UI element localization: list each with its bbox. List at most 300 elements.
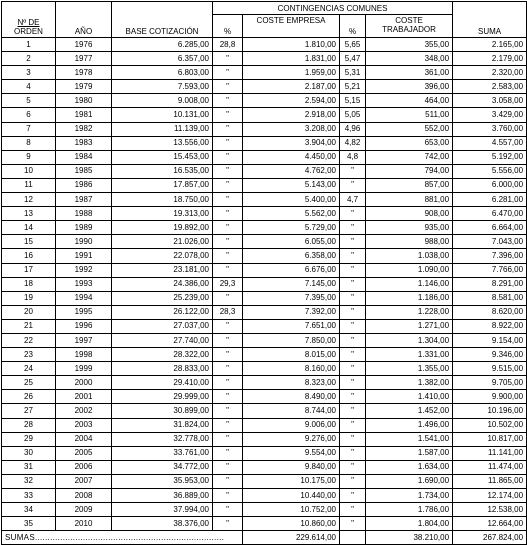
cell-anio: 1981 [56, 108, 112, 122]
cell-pct-empresa: " [213, 66, 243, 80]
cell-pct-trabajador: 4,8 [340, 150, 366, 164]
cell-coste-empresa: 8.015,00 [243, 348, 340, 362]
cell-orden: 25 [2, 376, 56, 390]
cell-coste-empresa: 4.450,00 [243, 150, 340, 164]
cell-coste-empresa: 1.959,00 [243, 66, 340, 80]
cell-pct-trabajador: " [340, 249, 366, 263]
cell-coste-empresa: 7.395,00 [243, 291, 340, 305]
totals-coste-empresa: 229.614,00 [243, 531, 340, 545]
cell-suma: 2.320,00 [453, 66, 527, 80]
cell-orden: 21 [2, 319, 56, 333]
cell-suma: 11.865,00 [453, 474, 527, 488]
cell-pct-empresa: " [213, 432, 243, 446]
header-pct-empresa: % [213, 15, 243, 38]
cell-orden: 5 [2, 94, 56, 108]
cell-orden: 12 [2, 193, 56, 207]
cell-pct-empresa: " [213, 474, 243, 488]
cell-pct-trabajador: " [340, 376, 366, 390]
cell-coste-trabajador: 1.228,00 [366, 305, 453, 319]
cell-orden: 10 [2, 164, 56, 178]
cell-coste-trabajador: 1.146,00 [366, 277, 453, 291]
header-coste-empresa: COSTE EMPRESA [243, 15, 340, 38]
table-row [2, 193, 527, 207]
cell-orden: 22 [2, 333, 56, 347]
cell-orden: 29 [2, 432, 56, 446]
cell-coste-empresa: 2.918,00 [243, 108, 340, 122]
cell-anio: 1990 [56, 235, 112, 249]
cell-anio: 2009 [56, 503, 112, 517]
cell-anio: 1986 [56, 178, 112, 192]
cell-anio: 1996 [56, 319, 112, 333]
cell-base-cotizacion: 23.181,00 [112, 263, 213, 277]
cell-suma: 6.000,00 [453, 178, 527, 192]
totals-suma: 267.824,00 [453, 531, 527, 545]
cell-pct-trabajador: 5,05 [340, 108, 366, 122]
cell-coste-trabajador: 1.734,00 [366, 489, 453, 503]
table-row [2, 333, 527, 347]
cell-pct-empresa: 28,3 [213, 305, 243, 319]
cell-suma: 9.900,00 [453, 390, 527, 404]
cell-anio: 1984 [56, 150, 112, 164]
cell-base-cotizacion: 29.410,00 [112, 376, 213, 390]
cell-pct-empresa: " [213, 221, 243, 235]
cell-base-cotizacion: 33.761,00 [112, 446, 213, 460]
cell-base-cotizacion: 38.376,00 [112, 517, 213, 531]
cell-pct-trabajador: 5,31 [340, 66, 366, 80]
cell-base-cotizacion: 15.453,00 [112, 150, 213, 164]
cell-orden: 24 [2, 362, 56, 376]
cell-base-cotizacion: 22.078,00 [112, 249, 213, 263]
cell-anio: 2000 [56, 376, 112, 390]
header-coste-trab-line2: TRABAJADOR [382, 25, 436, 34]
cell-coste-trabajador: 511,00 [366, 108, 453, 122]
cell-coste-empresa: 2.187,00 [243, 80, 340, 94]
cell-coste-trabajador: 881,00 [366, 193, 453, 207]
cell-base-cotizacion: 27.037,00 [112, 319, 213, 333]
header-coste-trab-line1: COSTE [395, 16, 423, 25]
cell-coste-empresa: 6.676,00 [243, 263, 340, 277]
cell-anio: 1992 [56, 263, 112, 277]
cell-pct-trabajador: " [340, 362, 366, 376]
cell-pct-empresa: " [213, 376, 243, 390]
cell-pct-trabajador: " [340, 333, 366, 347]
table-row [2, 277, 527, 291]
cell-coste-trabajador: 935,00 [366, 221, 453, 235]
cell-coste-empresa: 8.490,00 [243, 390, 340, 404]
header-suma: SUMA [453, 2, 527, 38]
cell-base-cotizacion: 6.803,00 [112, 66, 213, 80]
cell-anio: 2006 [56, 460, 112, 474]
cell-suma: 8.581,00 [453, 291, 527, 305]
cell-orden: 35 [2, 517, 56, 531]
cell-base-cotizacion: 7.593,00 [112, 80, 213, 94]
cell-pct-empresa: " [213, 460, 243, 474]
cell-orden: 17 [2, 263, 56, 277]
cell-anio: 1987 [56, 193, 112, 207]
cell-base-cotizacion: 29.999,00 [112, 390, 213, 404]
table-row [2, 503, 527, 517]
cell-coste-trabajador: 1.541,00 [366, 432, 453, 446]
cell-coste-trabajador: 1.804,00 [366, 517, 453, 531]
cell-anio: 1998 [56, 348, 112, 362]
contributions-table [1, 1, 527, 545]
cell-anio: 1985 [56, 164, 112, 178]
table-row [2, 517, 527, 531]
cell-anio: 2001 [56, 390, 112, 404]
cell-suma: 12.538,00 [453, 503, 527, 517]
header-orden [2, 2, 56, 38]
cell-base-cotizacion: 11.139,00 [112, 122, 213, 136]
table-row [2, 362, 527, 376]
cell-suma: 2.583,00 [453, 80, 527, 94]
cell-anio: 1980 [56, 94, 112, 108]
table-row [2, 249, 527, 263]
table-row [2, 178, 527, 192]
table-row [2, 108, 527, 122]
table-row [2, 221, 527, 235]
cell-anio: 2010 [56, 517, 112, 531]
cell-coste-empresa: 5.729,00 [243, 221, 340, 235]
cell-orden: 6 [2, 108, 56, 122]
cell-base-cotizacion: 27.740,00 [112, 333, 213, 347]
cell-coste-trabajador: 348,00 [366, 52, 453, 66]
cell-coste-trabajador: 794,00 [366, 164, 453, 178]
cell-orden: 33 [2, 489, 56, 503]
cell-orden: 28 [2, 418, 56, 432]
cell-base-cotizacion: 13.556,00 [112, 136, 213, 150]
cell-pct-empresa: " [213, 291, 243, 305]
cell-suma: 10.817,00 [453, 432, 527, 446]
table-row [2, 474, 527, 488]
cell-anio: 2008 [56, 489, 112, 503]
cell-anio: 2007 [56, 474, 112, 488]
cell-coste-empresa: 9.276,00 [243, 432, 340, 446]
cell-anio: 1989 [56, 221, 112, 235]
cell-base-cotizacion: 16.535,00 [112, 164, 213, 178]
cell-base-cotizacion: 24.386,00 [112, 277, 213, 291]
header-base: BASE COTIZACIÓN [112, 2, 213, 38]
cell-pct-trabajador: " [340, 503, 366, 517]
cell-anio: 1997 [56, 333, 112, 347]
cell-anio: 1993 [56, 277, 112, 291]
cell-coste-empresa: 10.752,00 [243, 503, 340, 517]
cell-pct-empresa: " [213, 52, 243, 66]
cell-coste-empresa: 3.208,00 [243, 122, 340, 136]
cell-suma: 5.556,00 [453, 164, 527, 178]
cell-anio: 2004 [56, 432, 112, 446]
cell-pct-trabajador: 4,82 [340, 136, 366, 150]
cell-orden: 19 [2, 291, 56, 305]
cell-coste-trabajador: 988,00 [366, 235, 453, 249]
cell-pct-trabajador: " [340, 460, 366, 474]
cell-anio: 1982 [56, 122, 112, 136]
cell-pct-empresa: " [213, 164, 243, 178]
cell-suma: 11.474,00 [453, 460, 527, 474]
cell-coste-empresa: 3.904,00 [243, 136, 340, 150]
cell-coste-empresa: 7.850,00 [243, 333, 340, 347]
cell-pct-trabajador: " [340, 404, 366, 418]
cell-suma: 3.058,00 [453, 94, 527, 108]
table-row [2, 418, 527, 432]
cell-orden: 15 [2, 235, 56, 249]
table-row [2, 460, 527, 474]
cell-pct-empresa: " [213, 193, 243, 207]
cell-coste-trabajador: 552,00 [366, 122, 453, 136]
cell-pct-trabajador: " [340, 164, 366, 178]
cell-anio: 1983 [56, 136, 112, 150]
cell-pct-empresa: " [213, 235, 243, 249]
cell-base-cotizacion: 30.899,00 [112, 404, 213, 418]
cell-base-cotizacion: 6.357,00 [112, 52, 213, 66]
cell-coste-empresa: 1.831,00 [243, 52, 340, 66]
cell-base-cotizacion: 6.285,00 [112, 38, 213, 52]
table-row [2, 489, 527, 503]
cell-pct-empresa: " [213, 503, 243, 517]
cell-base-cotizacion: 21.026,00 [112, 235, 213, 249]
cell-anio: 1999 [56, 362, 112, 376]
cell-pct-trabajador: " [340, 517, 366, 531]
cell-pct-trabajador: 5,15 [340, 94, 366, 108]
cell-coste-empresa: 5.562,00 [243, 207, 340, 221]
cell-orden: 7 [2, 122, 56, 136]
table-row [2, 94, 527, 108]
table-row [2, 404, 527, 418]
cell-coste-trabajador: 742,00 [366, 150, 453, 164]
table-row [2, 136, 527, 150]
cell-orden: 16 [2, 249, 56, 263]
cell-coste-trabajador: 1.331,00 [366, 348, 453, 362]
cell-pct-trabajador: " [340, 235, 366, 249]
cell-anio: 1976 [56, 38, 112, 52]
cell-suma: 9.705,00 [453, 376, 527, 390]
cell-orden: 31 [2, 460, 56, 474]
cell-suma: 5.192,00 [453, 150, 527, 164]
cell-coste-trabajador: 1.382,00 [366, 376, 453, 390]
cell-pct-empresa: " [213, 362, 243, 376]
table-row [2, 80, 527, 94]
cell-coste-trabajador: 1.452,00 [366, 404, 453, 418]
cell-coste-trabajador: 857,00 [366, 178, 453, 192]
table-row [2, 319, 527, 333]
cell-orden: 30 [2, 446, 56, 460]
cell-pct-trabajador: " [340, 489, 366, 503]
cell-pct-trabajador: " [340, 221, 366, 235]
cell-anio: 1977 [56, 52, 112, 66]
cell-suma: 9.154,00 [453, 333, 527, 347]
cell-orden: 13 [2, 207, 56, 221]
cell-anio: 1979 [56, 80, 112, 94]
table-row [2, 207, 527, 221]
cell-orden: 3 [2, 66, 56, 80]
cell-base-cotizacion: 32.778,00 [112, 432, 213, 446]
cell-pct-trabajador: 5,21 [340, 80, 366, 94]
cell-anio: 1995 [56, 305, 112, 319]
cell-suma: 12.174,00 [453, 489, 527, 503]
cell-pct-empresa: " [213, 150, 243, 164]
cell-coste-empresa: 7.392,00 [243, 305, 340, 319]
cell-anio: 1991 [56, 249, 112, 263]
cell-suma: 7.766,00 [453, 263, 527, 277]
cell-pct-empresa: " [213, 418, 243, 432]
cell-base-cotizacion: 9.008,00 [112, 94, 213, 108]
cell-suma: 7.396,00 [453, 249, 527, 263]
cell-suma: 8.620,00 [453, 305, 527, 319]
cell-orden: 34 [2, 503, 56, 517]
table-row [2, 66, 527, 80]
cell-suma: 4.557,00 [453, 136, 527, 150]
cell-coste-empresa: 6.358,00 [243, 249, 340, 263]
cell-anio: 2005 [56, 446, 112, 460]
cell-suma: 9.346,00 [453, 348, 527, 362]
cell-orden: 27 [2, 404, 56, 418]
cell-pct-empresa: " [213, 263, 243, 277]
cell-suma: 8.922,00 [453, 319, 527, 333]
cell-orden: 4 [2, 80, 56, 94]
cell-orden: 18 [2, 277, 56, 291]
table-row [2, 235, 527, 249]
cell-base-cotizacion: 28.833,00 [112, 362, 213, 376]
cell-orden: 9 [2, 150, 56, 164]
cell-pct-trabajador: " [340, 263, 366, 277]
table-row [2, 348, 527, 362]
table-row [2, 305, 527, 319]
cell-base-cotizacion: 31.824,00 [112, 418, 213, 432]
cell-coste-empresa: 8.323,00 [243, 376, 340, 390]
cell-suma: 10.502,00 [453, 418, 527, 432]
totals-coste-trabajador: 38.210,00 [366, 531, 453, 545]
cell-coste-trabajador: 1.090,00 [366, 263, 453, 277]
header-row-top [2, 2, 527, 15]
cell-suma: 12.664,00 [453, 517, 527, 531]
cell-orden: 20 [2, 305, 56, 319]
cell-pct-trabajador: " [340, 305, 366, 319]
cell-pct-empresa: " [213, 207, 243, 221]
cell-orden: 14 [2, 221, 56, 235]
cell-pct-empresa: " [213, 178, 243, 192]
header-coste-trabajador [366, 15, 453, 38]
cell-coste-trabajador: 1.186,00 [366, 291, 453, 305]
cell-coste-trabajador: 464,00 [366, 94, 453, 108]
cell-suma: 6.664,00 [453, 221, 527, 235]
cell-pct-trabajador: " [340, 277, 366, 291]
cell-pct-trabajador: 4,96 [340, 122, 366, 136]
header-anio: AÑO [56, 2, 112, 38]
cell-coste-trabajador: 1.038,00 [366, 249, 453, 263]
cell-coste-empresa: 8.160,00 [243, 362, 340, 376]
cell-orden: 11 [2, 178, 56, 192]
cell-coste-trabajador: 361,00 [366, 66, 453, 80]
totals-label: SUMAS........................................................................... [2, 531, 243, 545]
cell-pct-empresa: " [213, 333, 243, 347]
cell-coste-empresa: 10.860,00 [243, 517, 340, 531]
cell-base-cotizacion: 19.313,00 [112, 207, 213, 221]
cell-coste-empresa: 8.744,00 [243, 404, 340, 418]
cell-base-cotizacion: 10.131,00 [112, 108, 213, 122]
cell-pct-trabajador: " [340, 207, 366, 221]
cell-anio: 1978 [56, 66, 112, 80]
cell-suma: 2.179,00 [453, 52, 527, 66]
cell-pct-trabajador: " [340, 446, 366, 460]
cell-suma: 6.281,00 [453, 193, 527, 207]
cell-coste-empresa: 5.143,00 [243, 178, 340, 192]
cell-pct-empresa: " [213, 404, 243, 418]
cell-orden: 32 [2, 474, 56, 488]
cell-coste-empresa: 7.145,00 [243, 277, 340, 291]
cell-suma: 9.515,00 [453, 362, 527, 376]
cell-pct-empresa: " [213, 249, 243, 263]
cell-coste-trabajador: 355,00 [366, 38, 453, 52]
cell-coste-empresa: 9.840,00 [243, 460, 340, 474]
cell-pct-empresa: " [213, 446, 243, 460]
cell-pct-empresa: 29,3 [213, 277, 243, 291]
header-pct-trabajador: % [340, 15, 366, 38]
cell-base-cotizacion: 35.953,00 [112, 474, 213, 488]
cell-suma: 11.141,00 [453, 446, 527, 460]
cell-anio: 2002 [56, 404, 112, 418]
cell-coste-empresa: 6.055,00 [243, 235, 340, 249]
table-row [2, 150, 527, 164]
cell-pct-trabajador: " [340, 178, 366, 192]
table-row [2, 390, 527, 404]
cell-pct-empresa: " [213, 136, 243, 150]
cell-coste-empresa: 2.594,00 [243, 94, 340, 108]
cell-orden: 1 [2, 38, 56, 52]
cell-pct-empresa: " [213, 390, 243, 404]
cell-base-cotizacion: 26.122,00 [112, 305, 213, 319]
cell-pct-empresa: " [213, 348, 243, 362]
cell-coste-empresa: 1.810,00 [243, 38, 340, 52]
cell-pct-trabajador: " [340, 474, 366, 488]
cell-pct-trabajador: " [340, 348, 366, 362]
cell-base-cotizacion: 34.772,00 [112, 460, 213, 474]
cell-coste-empresa: 9.554,00 [243, 446, 340, 460]
cell-anio: 2003 [56, 418, 112, 432]
cell-pct-trabajador: " [340, 418, 366, 432]
table-body [2, 38, 527, 531]
cell-coste-empresa: 9.006,00 [243, 418, 340, 432]
cell-orden: 2 [2, 52, 56, 66]
cell-base-cotizacion: 28.322,00 [112, 348, 213, 362]
cell-pct-trabajador: " [340, 319, 366, 333]
cell-pct-empresa: " [213, 517, 243, 531]
cell-pct-empresa: " [213, 122, 243, 136]
cell-pct-trabajador: 4,7 [340, 193, 366, 207]
cell-pct-trabajador: " [340, 390, 366, 404]
cell-coste-trabajador: 1.355,00 [366, 362, 453, 376]
cell-base-cotizacion: 18.750,00 [112, 193, 213, 207]
table-row [2, 38, 527, 52]
cell-base-cotizacion: 19.892,00 [112, 221, 213, 235]
cell-pct-empresa: " [213, 80, 243, 94]
cell-coste-trabajador: 1.786,00 [366, 503, 453, 517]
cell-anio: 1994 [56, 291, 112, 305]
cell-suma: 7.043,00 [453, 235, 527, 249]
cell-suma: 10.196,00 [453, 404, 527, 418]
cell-coste-trabajador: 1.410,00 [366, 390, 453, 404]
cell-coste-trabajador: 1.634,00 [366, 460, 453, 474]
cell-suma: 2.165,00 [453, 38, 527, 52]
cell-coste-trabajador: 908,00 [366, 207, 453, 221]
cell-pct-trabajador: " [340, 291, 366, 305]
table-row [2, 376, 527, 390]
cell-coste-empresa: 10.440,00 [243, 489, 340, 503]
totals-pct-blank [340, 531, 366, 545]
cell-base-cotizacion: 37.994,00 [112, 503, 213, 517]
cell-pct-empresa: 28,8 [213, 38, 243, 52]
cell-base-cotizacion: 25.239,00 [112, 291, 213, 305]
cell-suma: 6.470,00 [453, 207, 527, 221]
cell-pct-trabajador: 5,65 [340, 38, 366, 52]
